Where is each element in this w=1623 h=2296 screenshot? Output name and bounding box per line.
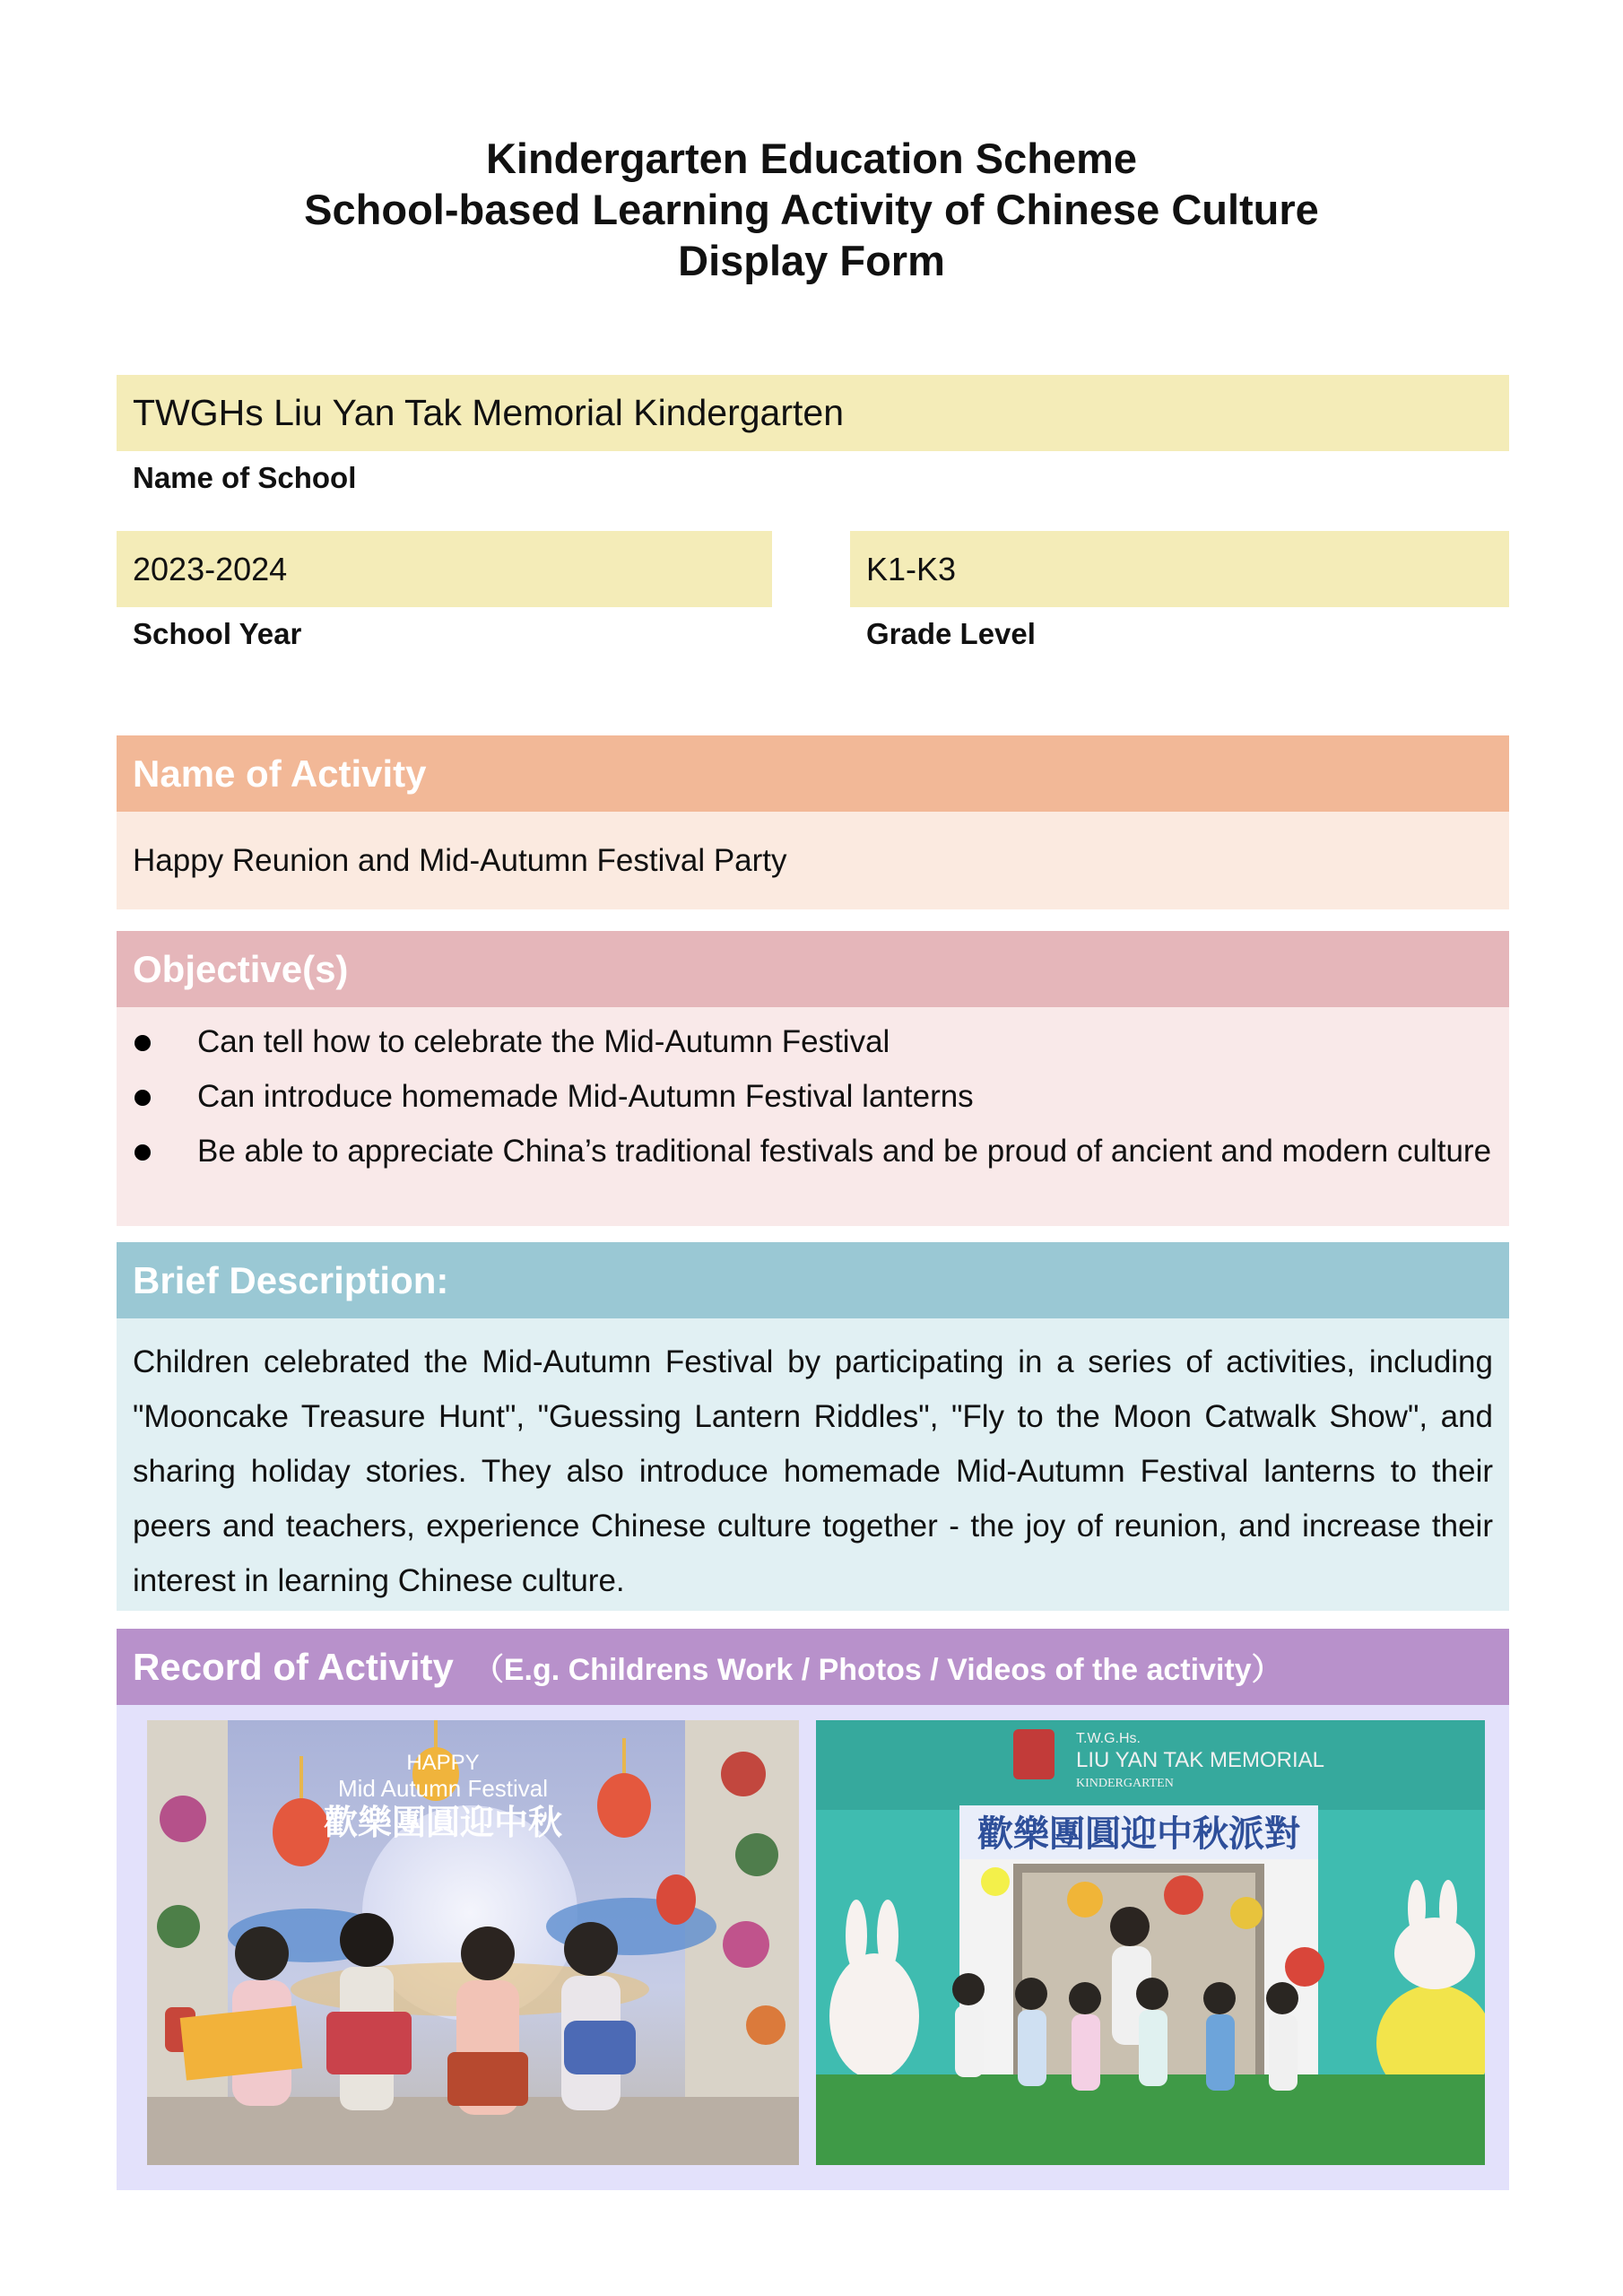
grade-level-label: Grade Level <box>866 617 1036 650</box>
activity-photo-2 <box>816 1720 1485 2165</box>
activity-name: Happy Reunion and Mid-Autumn Festival Party <box>133 842 787 878</box>
record-header <box>117 1629 1509 1705</box>
photo-1-chinese: 歡樂團圓迎中秋 <box>323 1803 563 1842</box>
objectives-header <box>117 931 1509 1007</box>
objectives-header-label: Objective(s) <box>133 947 349 990</box>
objective-item: Can tell how to celebrate the Mid-Autumn Festival <box>117 1014 1509 1069</box>
photo-2-illustration <box>816 1720 1485 2165</box>
photo-1-subtitle: Mid Autumn Festival <box>337 1775 549 1802</box>
form-title <box>0 133 1623 286</box>
photo-2-sign-1: T.W.G.Hs. <box>1076 1731 1141 1746</box>
title-line-1: Kindergarten Education Scheme <box>485 135 1138 182</box>
objectives-list <box>117 1014 1509 1178</box>
school-name-value: TWGHs Liu Yan Tak Memorial Kindergarten <box>133 392 844 433</box>
photo-1-happy: HAPPY <box>406 1751 480 1775</box>
photo-1-illustration <box>147 1720 799 2165</box>
objective-item: Be able to appreciate China’s traditional festivals and be proud of ancient and modern culture <box>117 1124 1509 1178</box>
school-year-field <box>117 531 772 607</box>
description-text: Children celebrated the Mid-Autumn Festival by participating in a series of activities, including "Mooncake Treasure Hunt", "Guessing Lantern Riddles", "Fly to the Moon Catwalk Show", and sharing holiday stories. They also introduce homemade Mid-Autumn Festival lanterns to their peers and teachers, experience Chinese culture together - the joy of reunion, and increase their interest in learning Chinese culture. <box>133 1344 1493 1598</box>
grade-level-value: K1-K3 <box>866 550 957 587</box>
grade-level-field <box>850 531 1509 607</box>
description-header-label: Brief Description: <box>133 1258 449 1301</box>
activity-name-box <box>117 812 1509 909</box>
photo-2-sign-2: LIU YAN TAK MEMORIAL <box>1076 1748 1324 1772</box>
school-year-label: School Year <box>133 617 302 650</box>
school-name-field <box>117 375 1509 451</box>
record-header-note: （E.g. Childrens Work / Photos / Videos of the activity） <box>473 1653 1282 1687</box>
school-name-label: Name of School <box>133 461 357 494</box>
description-header <box>117 1242 1509 1318</box>
activity-header-label: Name of Activity <box>133 752 427 795</box>
bullet-icon <box>135 1144 151 1161</box>
photo-2-banner: 歡樂團圓迎中秋派對 <box>977 1813 1300 1855</box>
activity-photo-1 <box>147 1720 799 2165</box>
title-line-2: School-based Learning Activity of Chinese Culture <box>304 186 1319 233</box>
title-line-3: Display Form <box>678 237 945 284</box>
photo-2-sign-3: KINDERGARTEN <box>1076 1777 1174 1790</box>
activity-header <box>117 735 1509 812</box>
objective-item: Can introduce homemade Mid-Autumn Festival lanterns <box>117 1069 1509 1124</box>
objectives-box <box>117 1007 1509 1226</box>
school-year-value: 2023-2024 <box>133 550 288 587</box>
description-box <box>117 1318 1509 1611</box>
bullet-icon <box>135 1090 151 1106</box>
record-header-label: Record of Activity <box>133 1645 454 1688</box>
bullet-icon <box>135 1035 151 1051</box>
